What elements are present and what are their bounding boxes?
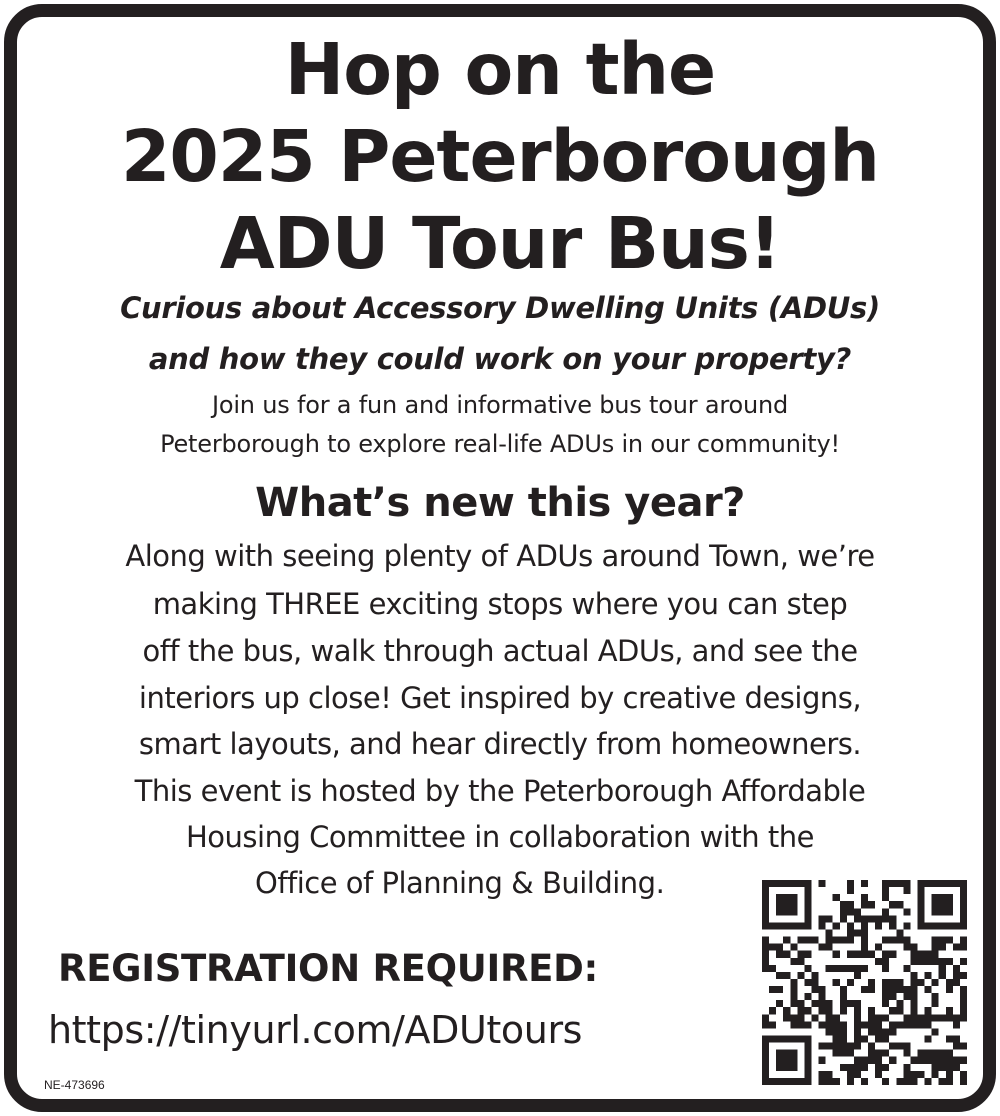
intro-line-1: Join us for a fun and informative bus tour around <box>211 391 789 419</box>
registration-link[interactable]: https://tinyurl.com/ADUtours <box>48 1008 583 1052</box>
body-line-6: This event is hosted by the Peterborough Affordable <box>134 774 866 808</box>
section-heading: What’s new this year? <box>255 480 745 526</box>
registration-label: REGISTRATION REQUIRED: <box>58 947 599 990</box>
body-line-7: Housing Committee in collaboration with the <box>186 820 814 854</box>
body-line-3: off the bus, walk through actual ADUs, and see the <box>142 634 858 668</box>
headline-line-2: 2025 Peterborough <box>121 115 879 198</box>
body-line-5: smart layouts, and hear directly from homeowners. <box>138 727 862 761</box>
body-line-2: making THREE exciting stops where you can step <box>152 587 848 621</box>
intro-line-2: Peterborough to explore real-life ADUs in our community! <box>160 430 840 458</box>
subtitle-line-1: Curious about Accessory Dwelling Units (ADUs) <box>120 291 880 325</box>
body-line-8: Office of Planning & Building. <box>255 866 665 900</box>
subtitle-line-2: and how they could work on your property? <box>148 342 852 376</box>
headline-line-1: Hop on the <box>284 28 716 111</box>
headline-line-3: ADU Tour Bus! <box>219 202 781 285</box>
body-line-4: interiors up close! Get inspired by creative designs, <box>138 681 862 715</box>
body-line-1: Along with seeing plenty of ADUs around Town, we’re <box>125 539 875 573</box>
ad-code: NE-473696 <box>44 1078 105 1092</box>
qr-code-icon[interactable] <box>762 880 967 1085</box>
